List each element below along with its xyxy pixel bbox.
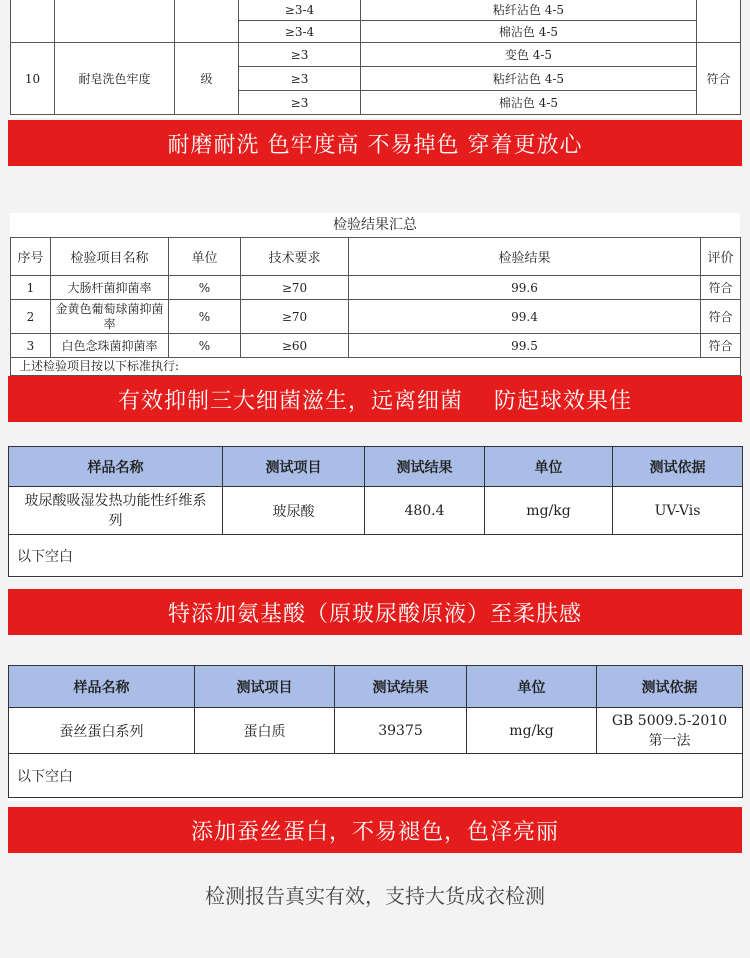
row-unit: %: [169, 334, 241, 358]
table-row: [11, 0, 741, 21]
hyaluronic-report: [8, 446, 742, 578]
row-requirement: ≥70: [241, 276, 349, 300]
table-row: [11, 43, 741, 67]
header-item: 检验项目名称: [51, 238, 169, 276]
row-evaluation: 符合: [701, 276, 741, 300]
row-requirement: ≥70: [241, 300, 349, 334]
table-row: [9, 754, 743, 798]
footer-text: 检测报告真实有效，支持大货成衣检测: [205, 884, 545, 908]
header-basis: 测试依据: [597, 666, 743, 708]
antibacterial-table: [10, 237, 741, 376]
table-row: [11, 300, 741, 334]
item-unit: 级: [175, 43, 239, 115]
test-item: 玻尿酸: [223, 487, 365, 535]
result-cell: 粘纤沾色 4-5: [361, 67, 697, 91]
sample-name: 蚕丝蛋白系列: [9, 708, 195, 754]
unit: mg/kg: [485, 487, 613, 535]
header-test-item: 测试项目: [223, 447, 365, 487]
banner-antibacterial: 有效抑制三大细菌滋生，远离细菌 防起球效果佳: [8, 376, 742, 422]
row-no: 2: [11, 300, 51, 334]
table-header-row: [9, 666, 743, 708]
result-cell: 粘纤沾色 4-5: [361, 0, 697, 21]
header-test-result: 测试结果: [365, 447, 485, 487]
blank-note: 以下空白: [9, 535, 743, 577]
header-unit: 单位: [169, 238, 241, 276]
color-fastness-report: [10, 0, 740, 118]
row-unit: %: [169, 300, 241, 334]
requirement-cell: ≥3: [239, 43, 361, 67]
banner-color-fastness: 耐磨耐洗 色牢度高 不易掉色 穿着更放心: [8, 120, 742, 166]
summary-caption: 检验结果汇总: [333, 217, 417, 233]
hyaluronic-table: [8, 446, 743, 577]
table-note-row: [11, 358, 741, 376]
silk-protein-table: [8, 665, 743, 798]
row-result: 99.5: [349, 334, 701, 358]
standard-note: 上述检验项目按以下标准执行:: [11, 358, 741, 376]
header-no: 序号: [11, 238, 51, 276]
table-row: [9, 708, 743, 754]
table-row: [9, 487, 743, 535]
row-result: 99.6: [349, 276, 701, 300]
table-row: [9, 535, 743, 577]
table-header-row: [11, 238, 741, 276]
table-row: [11, 334, 741, 358]
header-unit: 单位: [467, 666, 597, 708]
test-basis: UV-Vis: [613, 487, 743, 535]
requirement-cell: ≥3: [239, 91, 361, 115]
test-result: 39375: [335, 708, 467, 754]
row-evaluation: 符合: [701, 334, 741, 358]
header-basis: 测试依据: [613, 447, 743, 487]
sample-name: 玻尿酸吸湿发热功能性纤维系列: [9, 487, 223, 535]
item-number: 10: [11, 43, 55, 115]
test-result: 480.4: [365, 487, 485, 535]
evaluation-cell: 符合: [697, 43, 741, 115]
row-no: 1: [11, 276, 51, 300]
item-name: 耐皂洗色牢度: [55, 43, 175, 115]
header-result: 检验结果: [349, 238, 701, 276]
requirement-cell: ≥3: [239, 67, 361, 91]
requirement-cell: ≥3-4: [239, 21, 361, 43]
header-evaluation: 评价: [701, 238, 741, 276]
antibacterial-report: [10, 213, 740, 375]
header-sample: 样品名称: [9, 666, 195, 708]
row-unit: %: [169, 276, 241, 300]
banner-amino-acid: 特添加氨基酸（原玻尿酸原液）至柔肤感: [8, 589, 742, 635]
table-header-row: [9, 447, 743, 487]
result-cell: 变色 4-5: [361, 43, 697, 67]
banner-silk-protein: 添加蚕丝蛋白，不易褪色，色泽亮丽: [8, 807, 742, 853]
header-test-item: 测试项目: [195, 666, 335, 708]
row-result: 99.4: [349, 300, 701, 334]
row-requirement: ≥60: [241, 334, 349, 358]
row-evaluation: 符合: [701, 300, 741, 334]
color-fastness-table: [10, 0, 741, 115]
row-no: 3: [11, 334, 51, 358]
header-unit: 单位: [485, 447, 613, 487]
result-cell: 棉沾色 4-5: [361, 21, 697, 43]
test-item: 蛋白质: [195, 708, 335, 754]
header-sample: 样品名称: [9, 447, 223, 487]
result-cell: 棉沾色 4-5: [361, 91, 697, 115]
row-item: 金黄色葡萄球菌抑菌率: [51, 300, 169, 334]
test-basis: GB 5009.5-2010 第一法: [597, 708, 743, 754]
header-requirement: 技术要求: [241, 238, 349, 276]
table-row: [11, 276, 741, 300]
requirement-cell: ≥3-4: [239, 0, 361, 21]
row-item: 大肠杆菌抑菌率: [51, 276, 169, 300]
unit: mg/kg: [467, 708, 597, 754]
row-item: 白色念珠菌抑菌率: [51, 334, 169, 358]
silk-protein-report: [8, 665, 742, 801]
header-test-result: 测试结果: [335, 666, 467, 708]
blank-note: 以下空白: [9, 754, 743, 798]
